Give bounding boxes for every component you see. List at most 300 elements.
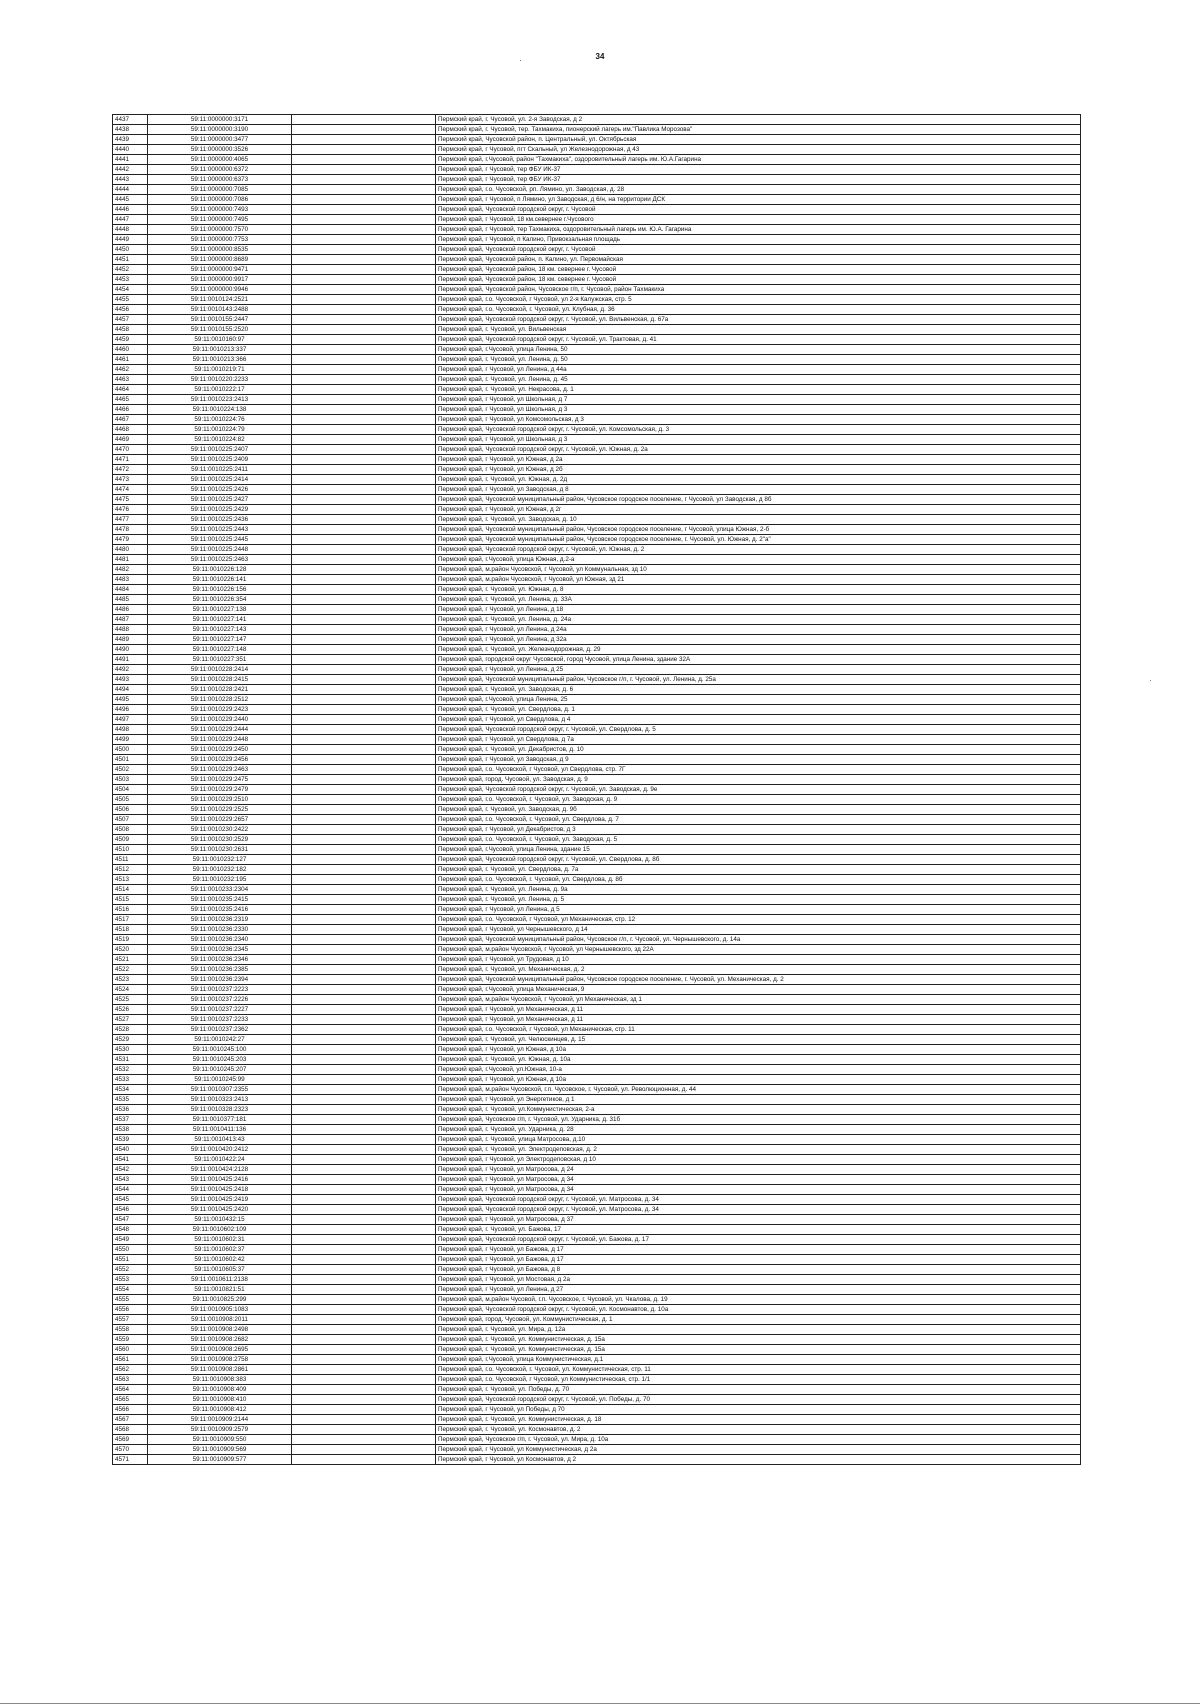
address-cell: Пермский край, городской округ Чусовской, город Чусовой, улица Ленина, здание 32А bbox=[436, 655, 1081, 665]
row-number-cell: 4553 bbox=[113, 1275, 148, 1285]
cadastral-table bbox=[112, 114, 1081, 1465]
empty-cell bbox=[292, 1215, 436, 1225]
empty-cell bbox=[292, 335, 436, 345]
cadastral-number-cell: 59:11:0010220:2233 bbox=[148, 375, 292, 385]
cadastral-number-cell: 59:11:0010229:2456 bbox=[148, 755, 292, 765]
cadastral-number-cell: 59:11:0000000:7493 bbox=[148, 205, 292, 215]
empty-cell bbox=[292, 1435, 436, 1445]
cadastral-number-cell: 59:11:0010230:2422 bbox=[148, 825, 292, 835]
address-cell: Пермский край, м.район Чусовской, г.п. Чусовское, г. Чусовой, ул. Революционная, д. 44 bbox=[436, 1085, 1081, 1095]
table-row bbox=[113, 1305, 1081, 1315]
address-cell: Пермский край, г Чусовой, ул Ленина, д 24а bbox=[436, 625, 1081, 635]
table-row bbox=[113, 885, 1081, 895]
empty-cell bbox=[292, 1285, 436, 1295]
cadastral-number-cell: 59:11:0010236:2345 bbox=[148, 945, 292, 955]
empty-cell bbox=[292, 725, 436, 735]
table-row bbox=[113, 595, 1081, 605]
row-number-cell: 4467 bbox=[113, 415, 148, 425]
cadastral-number-cell: 59:11:0000000:6372 bbox=[148, 165, 292, 175]
address-cell: Пермский край, м.район Чусовской, г Чусовой, ул Чернышевского, зд 22А bbox=[436, 945, 1081, 955]
table-row bbox=[113, 795, 1081, 805]
empty-cell bbox=[292, 1315, 436, 1325]
table-row bbox=[113, 1205, 1081, 1215]
empty-cell bbox=[292, 655, 436, 665]
empty-cell bbox=[292, 765, 436, 775]
address-cell: Пермский край, г Чусовой, ул Ленина, д 27 bbox=[436, 1285, 1081, 1295]
address-cell: Пермский край, г. Чусовой, ул. Ленина, д. 45 bbox=[436, 375, 1081, 385]
row-number-cell: 4567 bbox=[113, 1415, 148, 1425]
empty-cell bbox=[292, 375, 436, 385]
cadastral-number-cell: 59:11:0010225:2427 bbox=[148, 495, 292, 505]
row-number-cell: 4561 bbox=[113, 1355, 148, 1365]
cadastral-number-cell: 59:11:0010411:136 bbox=[148, 1125, 292, 1135]
row-number-cell: 4464 bbox=[113, 385, 148, 395]
empty-cell bbox=[292, 1075, 436, 1085]
cadastral-number-cell: 59:11:0010237:2227 bbox=[148, 1005, 292, 1015]
row-number-cell: 4562 bbox=[113, 1365, 148, 1375]
table-row bbox=[113, 635, 1081, 645]
empty-cell bbox=[292, 1195, 436, 1205]
address-cell: Пермский край, г. Чусовой, ул. Ленина, д. 33А bbox=[436, 595, 1081, 605]
empty-cell bbox=[292, 1335, 436, 1345]
empty-cell bbox=[292, 695, 436, 705]
scan-speck bbox=[520, 60, 521, 61]
row-number-cell: 4528 bbox=[113, 1025, 148, 1035]
empty-cell bbox=[292, 575, 436, 585]
row-number-cell: 4438 bbox=[113, 125, 148, 135]
table-row bbox=[113, 1125, 1081, 1135]
address-cell: Пермский край, г Чусовой, ул Заводская, д 8 bbox=[436, 485, 1081, 495]
row-number-cell: 4539 bbox=[113, 1135, 148, 1145]
address-cell: Пермский край, г. Чусовой, ул. Южная, д. 8 bbox=[436, 585, 1081, 595]
table-row bbox=[113, 1285, 1081, 1295]
empty-cell bbox=[292, 1245, 436, 1255]
address-cell: Пермский край, г Чусовой, ул Матросова, д 34 bbox=[436, 1175, 1081, 1185]
row-number-cell: 4451 bbox=[113, 255, 148, 265]
empty-cell bbox=[292, 1165, 436, 1175]
empty-cell bbox=[292, 1355, 436, 1365]
empty-cell bbox=[292, 1155, 436, 1165]
table-row bbox=[113, 1035, 1081, 1045]
address-cell: Пермский край, г Чусовой, ул Чернышевского, д 14 bbox=[436, 925, 1081, 935]
empty-cell bbox=[292, 1085, 436, 1095]
cadastral-number-cell: 59:11:0010237:2226 bbox=[148, 995, 292, 1005]
table-row bbox=[113, 1155, 1081, 1165]
address-cell: Пермский край, г Чусовой, ул Коммунистическая, д 2а bbox=[436, 1445, 1081, 1455]
row-number-cell: 4543 bbox=[113, 1175, 148, 1185]
cadastral-number-cell: 59:11:0010242:27 bbox=[148, 1035, 292, 1045]
table-row bbox=[113, 175, 1081, 185]
row-number-cell: 4512 bbox=[113, 865, 148, 875]
cadastral-number-cell: 59:11:0010225:2411 bbox=[148, 465, 292, 475]
address-cell: Пермский край, г.Чусовой, улица Ленина, 50 bbox=[436, 345, 1081, 355]
address-cell: Пермский край, Чусовской городской округ, г. Чусовой, ул. Заводская, д. 9е bbox=[436, 785, 1081, 795]
empty-cell bbox=[292, 135, 436, 145]
address-cell: Пермский край, г Чусовой, ул Мостовая, д 2а bbox=[436, 1275, 1081, 1285]
empty-cell bbox=[292, 795, 436, 805]
table-row bbox=[113, 655, 1081, 665]
empty-cell bbox=[292, 1445, 436, 1455]
cadastral-number-cell: 59:11:0010226:128 bbox=[148, 565, 292, 575]
table-row bbox=[113, 1445, 1081, 1455]
cadastral-number-cell: 59:11:0010229:2440 bbox=[148, 715, 292, 725]
address-cell: Пермский край, г Чусовой, п Калино, Привокзальная площадь bbox=[436, 235, 1081, 245]
cadastral-number-cell: 59:11:0010229:2450 bbox=[148, 745, 292, 755]
address-cell: Пермский край, Чусовской муниципальный район, Чусовское г/п, г. Чусовой, ул. Чернышевского, д. 14а bbox=[436, 935, 1081, 945]
cadastral-number-cell: 59:11:0010908:2861 bbox=[148, 1365, 292, 1375]
address-cell: Пермский край, г Чусовой, ул Ленина, д 44а bbox=[436, 365, 1081, 375]
table-row bbox=[113, 665, 1081, 675]
row-number-cell: 4538 bbox=[113, 1125, 148, 1135]
table-row bbox=[113, 165, 1081, 175]
row-number-cell: 4524 bbox=[113, 985, 148, 995]
table-row bbox=[113, 545, 1081, 555]
empty-cell bbox=[292, 415, 436, 425]
row-number-cell: 4557 bbox=[113, 1315, 148, 1325]
row-number-cell: 4511 bbox=[113, 855, 148, 865]
table-row bbox=[113, 475, 1081, 485]
cadastral-number-cell: 59:11:0010124:2521 bbox=[148, 295, 292, 305]
row-number-cell: 4546 bbox=[113, 1205, 148, 1215]
empty-cell bbox=[292, 325, 436, 335]
table-row bbox=[113, 225, 1081, 235]
address-cell: Пермский край, г Чусовой, ул Школьная, д 3 bbox=[436, 405, 1081, 415]
address-cell: Пермский край, г Чусовой, ул Заводская, д 9 bbox=[436, 755, 1081, 765]
empty-cell bbox=[292, 205, 436, 215]
empty-cell bbox=[292, 395, 436, 405]
table-row bbox=[113, 1025, 1081, 1035]
empty-cell bbox=[292, 975, 436, 985]
cadastral-number-cell: 59:11:0010908:410 bbox=[148, 1395, 292, 1405]
row-number-cell: 4488 bbox=[113, 625, 148, 635]
row-number-cell: 4441 bbox=[113, 155, 148, 165]
address-cell: Пермский край, г Чусовой, ул Матросова, д 24 bbox=[436, 1165, 1081, 1175]
row-number-cell: 4517 bbox=[113, 915, 148, 925]
empty-cell bbox=[292, 265, 436, 275]
address-cell: Пермский край, Чусовской муниципальный район, Чусовское городское поселение, г Чусовой, ул Заводская, д 8б bbox=[436, 495, 1081, 505]
address-cell: Пермский край, г. Чусовой, ул. Челюскинцев, д. 15 bbox=[436, 1035, 1081, 1045]
table-row bbox=[113, 1175, 1081, 1185]
row-number-cell: 4473 bbox=[113, 475, 148, 485]
row-number-cell: 4534 bbox=[113, 1085, 148, 1095]
scan-bottom-edge bbox=[0, 1703, 1200, 1704]
address-cell: Пермский край, м.район Чусовской, г Чусовой, ул Механическая, зд 1 bbox=[436, 995, 1081, 1005]
empty-cell bbox=[292, 865, 436, 875]
table-row bbox=[113, 185, 1081, 195]
row-number-cell: 4509 bbox=[113, 835, 148, 845]
address-cell: Пермский край, г.Чусовой, ул.Южная, 10-а bbox=[436, 1065, 1081, 1075]
cadastral-number-cell: 59:11:0010323:2413 bbox=[148, 1095, 292, 1105]
table-row bbox=[113, 145, 1081, 155]
row-number-cell: 4497 bbox=[113, 715, 148, 725]
empty-cell bbox=[292, 1145, 436, 1155]
cadastral-number-cell: 59:11:0010225:2429 bbox=[148, 505, 292, 515]
empty-cell bbox=[292, 1135, 436, 1145]
empty-cell bbox=[292, 1175, 436, 1185]
cadastral-number-cell: 59:11:0010227:143 bbox=[148, 625, 292, 635]
address-cell: Пермский край, Чусовской городской округ, г. Чусовой, ул. Матросова, д. 34 bbox=[436, 1195, 1081, 1205]
table-row bbox=[113, 1055, 1081, 1065]
table-row bbox=[113, 745, 1081, 755]
address-cell: Пермский край, Чусовской район, п. Центральный, ул. Октябрьская bbox=[436, 135, 1081, 145]
empty-cell bbox=[292, 965, 436, 975]
address-cell: Пермский край, г. Чусовой, ул. Космонавтов, д. 2 bbox=[436, 1425, 1081, 1435]
empty-cell bbox=[292, 1275, 436, 1285]
cadastral-number-cell: 59:11:0010908:2695 bbox=[148, 1345, 292, 1355]
row-number-cell: 4478 bbox=[113, 525, 148, 535]
table-row bbox=[113, 115, 1081, 125]
address-cell: Пермский край, г Чусовой, пгт Скальный, ул Железнодорожная, д 43 bbox=[436, 145, 1081, 155]
row-number-cell: 4447 bbox=[113, 215, 148, 225]
empty-cell bbox=[292, 855, 436, 865]
cadastral-number-cell: 59:11:0010228:2415 bbox=[148, 675, 292, 685]
cadastral-number-cell: 59:11:0010605:37 bbox=[148, 1265, 292, 1275]
cadastral-number-cell: 59:11:0010425:2419 bbox=[148, 1195, 292, 1205]
cadastral-number-cell: 59:11:0010225:2407 bbox=[148, 445, 292, 455]
table-row bbox=[113, 325, 1081, 335]
empty-cell bbox=[292, 955, 436, 965]
row-number-cell: 4531 bbox=[113, 1055, 148, 1065]
table-row bbox=[113, 815, 1081, 825]
empty-cell bbox=[292, 315, 436, 325]
cadastral-number-cell: 59:11:0010909:577 bbox=[148, 1455, 292, 1465]
address-cell: Пермский край, Чусовской городской округ, г. Чусовой, ул. Свердлова, д. 8б bbox=[436, 855, 1081, 865]
row-number-cell: 4484 bbox=[113, 585, 148, 595]
row-number-cell: 4458 bbox=[113, 325, 148, 335]
table-row bbox=[113, 515, 1081, 525]
cadastral-number-cell: 59:11:0010155:2447 bbox=[148, 315, 292, 325]
address-cell: Пермский край, г. Чусовой, ул. Заводская, д. 10 bbox=[436, 515, 1081, 525]
row-number-cell: 4526 bbox=[113, 1005, 148, 1015]
address-cell: Пермский край, г.Чусовой, улица Ленина, 25 bbox=[436, 695, 1081, 705]
address-cell: Пермский край, Чусовской городской округ, г. Чусовой, ул. Космонавтов, д. 10а bbox=[436, 1305, 1081, 1315]
cadastral-number-cell: 59:11:0010908:2682 bbox=[148, 1335, 292, 1345]
empty-cell bbox=[292, 355, 436, 365]
address-cell: Пермский край, Чусовской городской округ, г. Чусовой, ул. Южная, д. 2а bbox=[436, 445, 1081, 455]
cadastral-number-cell: 59:11:0010908:2011 bbox=[148, 1315, 292, 1325]
table-row bbox=[113, 905, 1081, 915]
empty-cell bbox=[292, 595, 436, 605]
row-number-cell: 4503 bbox=[113, 775, 148, 785]
table-row bbox=[113, 1185, 1081, 1195]
address-cell: Пермский край, м.район Чусовской, г Чусовой, ул Южная, зд 21 bbox=[436, 575, 1081, 585]
table-row bbox=[113, 455, 1081, 465]
empty-cell bbox=[292, 285, 436, 295]
table-row bbox=[113, 195, 1081, 205]
table-row bbox=[113, 305, 1081, 315]
row-number-cell: 4552 bbox=[113, 1265, 148, 1275]
empty-cell bbox=[292, 1395, 436, 1405]
scan-speck bbox=[1150, 680, 1151, 681]
cadastral-number-cell: 59:11:0010236:2330 bbox=[148, 925, 292, 935]
empty-cell bbox=[292, 155, 436, 165]
cadastral-number-cell: 59:11:0010160:97 bbox=[148, 335, 292, 345]
row-number-cell: 4533 bbox=[113, 1075, 148, 1085]
table-row bbox=[113, 765, 1081, 775]
empty-cell bbox=[292, 545, 436, 555]
cadastral-number-cell: 59:11:0010229:2510 bbox=[148, 795, 292, 805]
row-number-cell: 4475 bbox=[113, 495, 148, 505]
address-cell: Пермский край, г. Чусовой, ул. 2-я Заводская, д 2 bbox=[436, 115, 1081, 125]
empty-cell bbox=[292, 815, 436, 825]
empty-cell bbox=[292, 735, 436, 745]
address-cell: Пермский край, Чусовской муниципальный район, Чусовское городское поселение, г. Чусовой, ул. Южная, д. 2"а" bbox=[436, 535, 1081, 545]
table-row bbox=[113, 1095, 1081, 1105]
row-number-cell: 4498 bbox=[113, 725, 148, 735]
cadastral-number-cell: 59:11:0010229:2463 bbox=[148, 765, 292, 775]
table-row bbox=[113, 355, 1081, 365]
cadastral-number-cell: 59:11:0010245:207 bbox=[148, 1065, 292, 1075]
cadastral-number-cell: 59:11:0000000:7085 bbox=[148, 185, 292, 195]
cadastral-number-cell: 59:11:0000000:3190 bbox=[148, 125, 292, 135]
row-number-cell: 4554 bbox=[113, 1285, 148, 1295]
cadastral-number-cell: 59:11:0010225:2463 bbox=[148, 555, 292, 565]
address-cell: Пермский край, г. Чусовой, ул. Коммунистическая, д. 18 bbox=[436, 1415, 1081, 1425]
address-cell: Пермский край, г. Чусовой, ул. Заводская, д. 9б bbox=[436, 805, 1081, 815]
row-number-cell: 4545 bbox=[113, 1195, 148, 1205]
empty-cell bbox=[292, 625, 436, 635]
table-row bbox=[113, 1105, 1081, 1115]
cadastral-number-cell: 59:11:0010432:15 bbox=[148, 1215, 292, 1225]
address-cell: Пермский край, Чусовской городской округ, г. Чусовой, ул. Южная, д. 2 bbox=[436, 545, 1081, 555]
address-cell: Пермский край, г Чусовой, ул Свердлова, д 4 bbox=[436, 715, 1081, 725]
empty-cell bbox=[292, 785, 436, 795]
cadastral-number-cell: 59:11:0010602:42 bbox=[148, 1255, 292, 1265]
empty-cell bbox=[292, 925, 436, 935]
row-number-cell: 4452 bbox=[113, 265, 148, 275]
row-number-cell: 4550 bbox=[113, 1245, 148, 1255]
cadastral-number-cell: 59:11:0000000:8689 bbox=[148, 255, 292, 265]
table-row bbox=[113, 715, 1081, 725]
row-number-cell: 4513 bbox=[113, 875, 148, 885]
empty-cell bbox=[292, 1125, 436, 1135]
row-number-cell: 4463 bbox=[113, 375, 148, 385]
cadastral-number-cell: 59:11:0010228:2421 bbox=[148, 685, 292, 695]
row-number-cell: 4563 bbox=[113, 1375, 148, 1385]
empty-cell bbox=[292, 165, 436, 175]
table-row bbox=[113, 1065, 1081, 1075]
empty-cell bbox=[292, 305, 436, 315]
table-row bbox=[113, 415, 1081, 425]
address-cell: Пермский край, г Чусовой, ул Матросова, д 34 bbox=[436, 1185, 1081, 1195]
empty-cell bbox=[292, 1015, 436, 1025]
empty-cell bbox=[292, 1255, 436, 1265]
cadastral-number-cell: 59:11:0010229:2423 bbox=[148, 705, 292, 715]
address-cell: Пермский край, г.о. Чусовской, г Чусовой, ул Свердлова, стр. 7Г bbox=[436, 765, 1081, 775]
address-cell: Пермский край, г.о. Чусовской, г. Чусовой, ул. Коммунистическая, стр. 11 bbox=[436, 1365, 1081, 1375]
cadastral-number-cell: 59:11:0010225:2409 bbox=[148, 455, 292, 465]
table-row bbox=[113, 985, 1081, 995]
table-row bbox=[113, 805, 1081, 815]
address-cell: Пермский край, г.Чусовой, улица Южная, д.2-а bbox=[436, 555, 1081, 565]
table-row bbox=[113, 365, 1081, 375]
cadastral-number-cell: 59:11:0010602:109 bbox=[148, 1225, 292, 1235]
cadastral-number-cell: 59:11:0010225:2426 bbox=[148, 485, 292, 495]
address-cell: Пермский край, г. Чусовой, ул. Коммунистическая, д. 15а bbox=[436, 1345, 1081, 1355]
empty-cell bbox=[292, 275, 436, 285]
row-number-cell: 4519 bbox=[113, 935, 148, 945]
table-row bbox=[113, 735, 1081, 745]
cadastral-number-cell: 59:11:0010307:2355 bbox=[148, 1085, 292, 1095]
address-cell: Пермский край, Чусовской район, Чусовское г/п, г. Чусовой, район Тахмакиха bbox=[436, 285, 1081, 295]
row-number-cell: 4459 bbox=[113, 335, 148, 345]
table-row bbox=[113, 835, 1081, 845]
empty-cell bbox=[292, 1095, 436, 1105]
address-cell: Пермский край, г. Чусовой, ул. Некрасова, д. 1 bbox=[436, 385, 1081, 395]
row-number-cell: 4468 bbox=[113, 425, 148, 435]
empty-cell bbox=[292, 385, 436, 395]
address-cell: Пермский край, Чусовской городской округ, г. Чусовой, ул. Свердлова, д. 5 bbox=[436, 725, 1081, 735]
table-row bbox=[113, 345, 1081, 355]
row-number-cell: 4491 bbox=[113, 655, 148, 665]
table-row bbox=[113, 675, 1081, 685]
address-cell: Пермский край, Чусовской городской округ, г. Чусовой bbox=[436, 245, 1081, 255]
table-row bbox=[113, 825, 1081, 835]
address-cell: Пермский край, г. Чусовой, улица Матросова, д.10 bbox=[436, 1135, 1081, 1145]
empty-cell bbox=[292, 445, 436, 455]
address-cell: Пермский край, г.о. Чусовской, г Чусовой, ул Механическая, стр. 11 bbox=[436, 1025, 1081, 1035]
table-row bbox=[113, 1365, 1081, 1375]
empty-cell bbox=[292, 1325, 436, 1335]
row-number-cell: 4444 bbox=[113, 185, 148, 195]
empty-cell bbox=[292, 525, 436, 535]
row-number-cell: 4496 bbox=[113, 705, 148, 715]
empty-cell bbox=[292, 1055, 436, 1065]
address-cell: Пермский край, г.о. Чусовской, г. Чусовой, ул. Клубная, д. 36 bbox=[436, 305, 1081, 315]
address-cell: Пермский край, г.Чусовой, район "Тахмакиха", оздоровительный лагерь им. Ю.А.Гагарина bbox=[436, 155, 1081, 165]
table-row bbox=[113, 205, 1081, 215]
empty-cell bbox=[292, 255, 436, 265]
empty-cell bbox=[292, 1305, 436, 1315]
cadastral-number-cell: 59:11:0010377:181 bbox=[148, 1115, 292, 1125]
address-cell: Пермский край, г Чусовой, ул Южная, д 10а bbox=[436, 1045, 1081, 1055]
row-number-cell: 4461 bbox=[113, 355, 148, 365]
row-number-cell: 4502 bbox=[113, 765, 148, 775]
address-cell: Пермский край, г Чусовой, 18 км.севернее г.Чусового bbox=[436, 215, 1081, 225]
table-row bbox=[113, 1375, 1081, 1385]
cadastral-number-cell: 59:11:0000000:7086 bbox=[148, 195, 292, 205]
row-number-cell: 4489 bbox=[113, 635, 148, 645]
address-cell: Пермский край, Чусовской городской округ, г. Чусовой, ул. Комсомольская, д. 3 bbox=[436, 425, 1081, 435]
address-cell: Пермский край, г. Чусовой, ул. Электродеповская, д. 2 bbox=[436, 1145, 1081, 1155]
empty-cell bbox=[292, 1185, 436, 1195]
empty-cell bbox=[292, 485, 436, 495]
address-cell: Пермский край, г. Чусовой, ул.Коммунистическая, 2-а bbox=[436, 1105, 1081, 1115]
address-cell: Пермский край, г. Чусовой, ул. Ленина, д. 9а bbox=[436, 885, 1081, 895]
address-cell: Пермский край, г. Чусовой, ул. Ленина, д. 5 bbox=[436, 895, 1081, 905]
empty-cell bbox=[292, 295, 436, 305]
cadastral-number-cell: 59:11:0000000:9471 bbox=[148, 265, 292, 275]
table-row bbox=[113, 855, 1081, 865]
address-cell: Пермский край, г.о. Чусовской, г. Чусовой, ул. Заводская, д. 9 bbox=[436, 795, 1081, 805]
table-row bbox=[113, 1275, 1081, 1285]
cadastral-number-cell: 59:11:0010224:82 bbox=[148, 435, 292, 445]
empty-cell bbox=[292, 425, 436, 435]
empty-cell bbox=[292, 495, 436, 505]
table-row bbox=[113, 1325, 1081, 1335]
address-cell: Пермский край, м.район Чусовской, г Чусовой, ул Коммунальная, зд 10 bbox=[436, 565, 1081, 575]
address-cell: Пермский край, г Чусовой, ул Комсомольская, д 3 bbox=[436, 415, 1081, 425]
empty-cell bbox=[292, 705, 436, 715]
row-number-cell: 4453 bbox=[113, 275, 148, 285]
empty-cell bbox=[292, 905, 436, 915]
empty-cell bbox=[292, 125, 436, 135]
row-number-cell: 4525 bbox=[113, 995, 148, 1005]
row-number-cell: 4460 bbox=[113, 345, 148, 355]
row-number-cell: 4449 bbox=[113, 235, 148, 245]
row-number-cell: 4558 bbox=[113, 1325, 148, 1335]
row-number-cell: 4504 bbox=[113, 785, 148, 795]
